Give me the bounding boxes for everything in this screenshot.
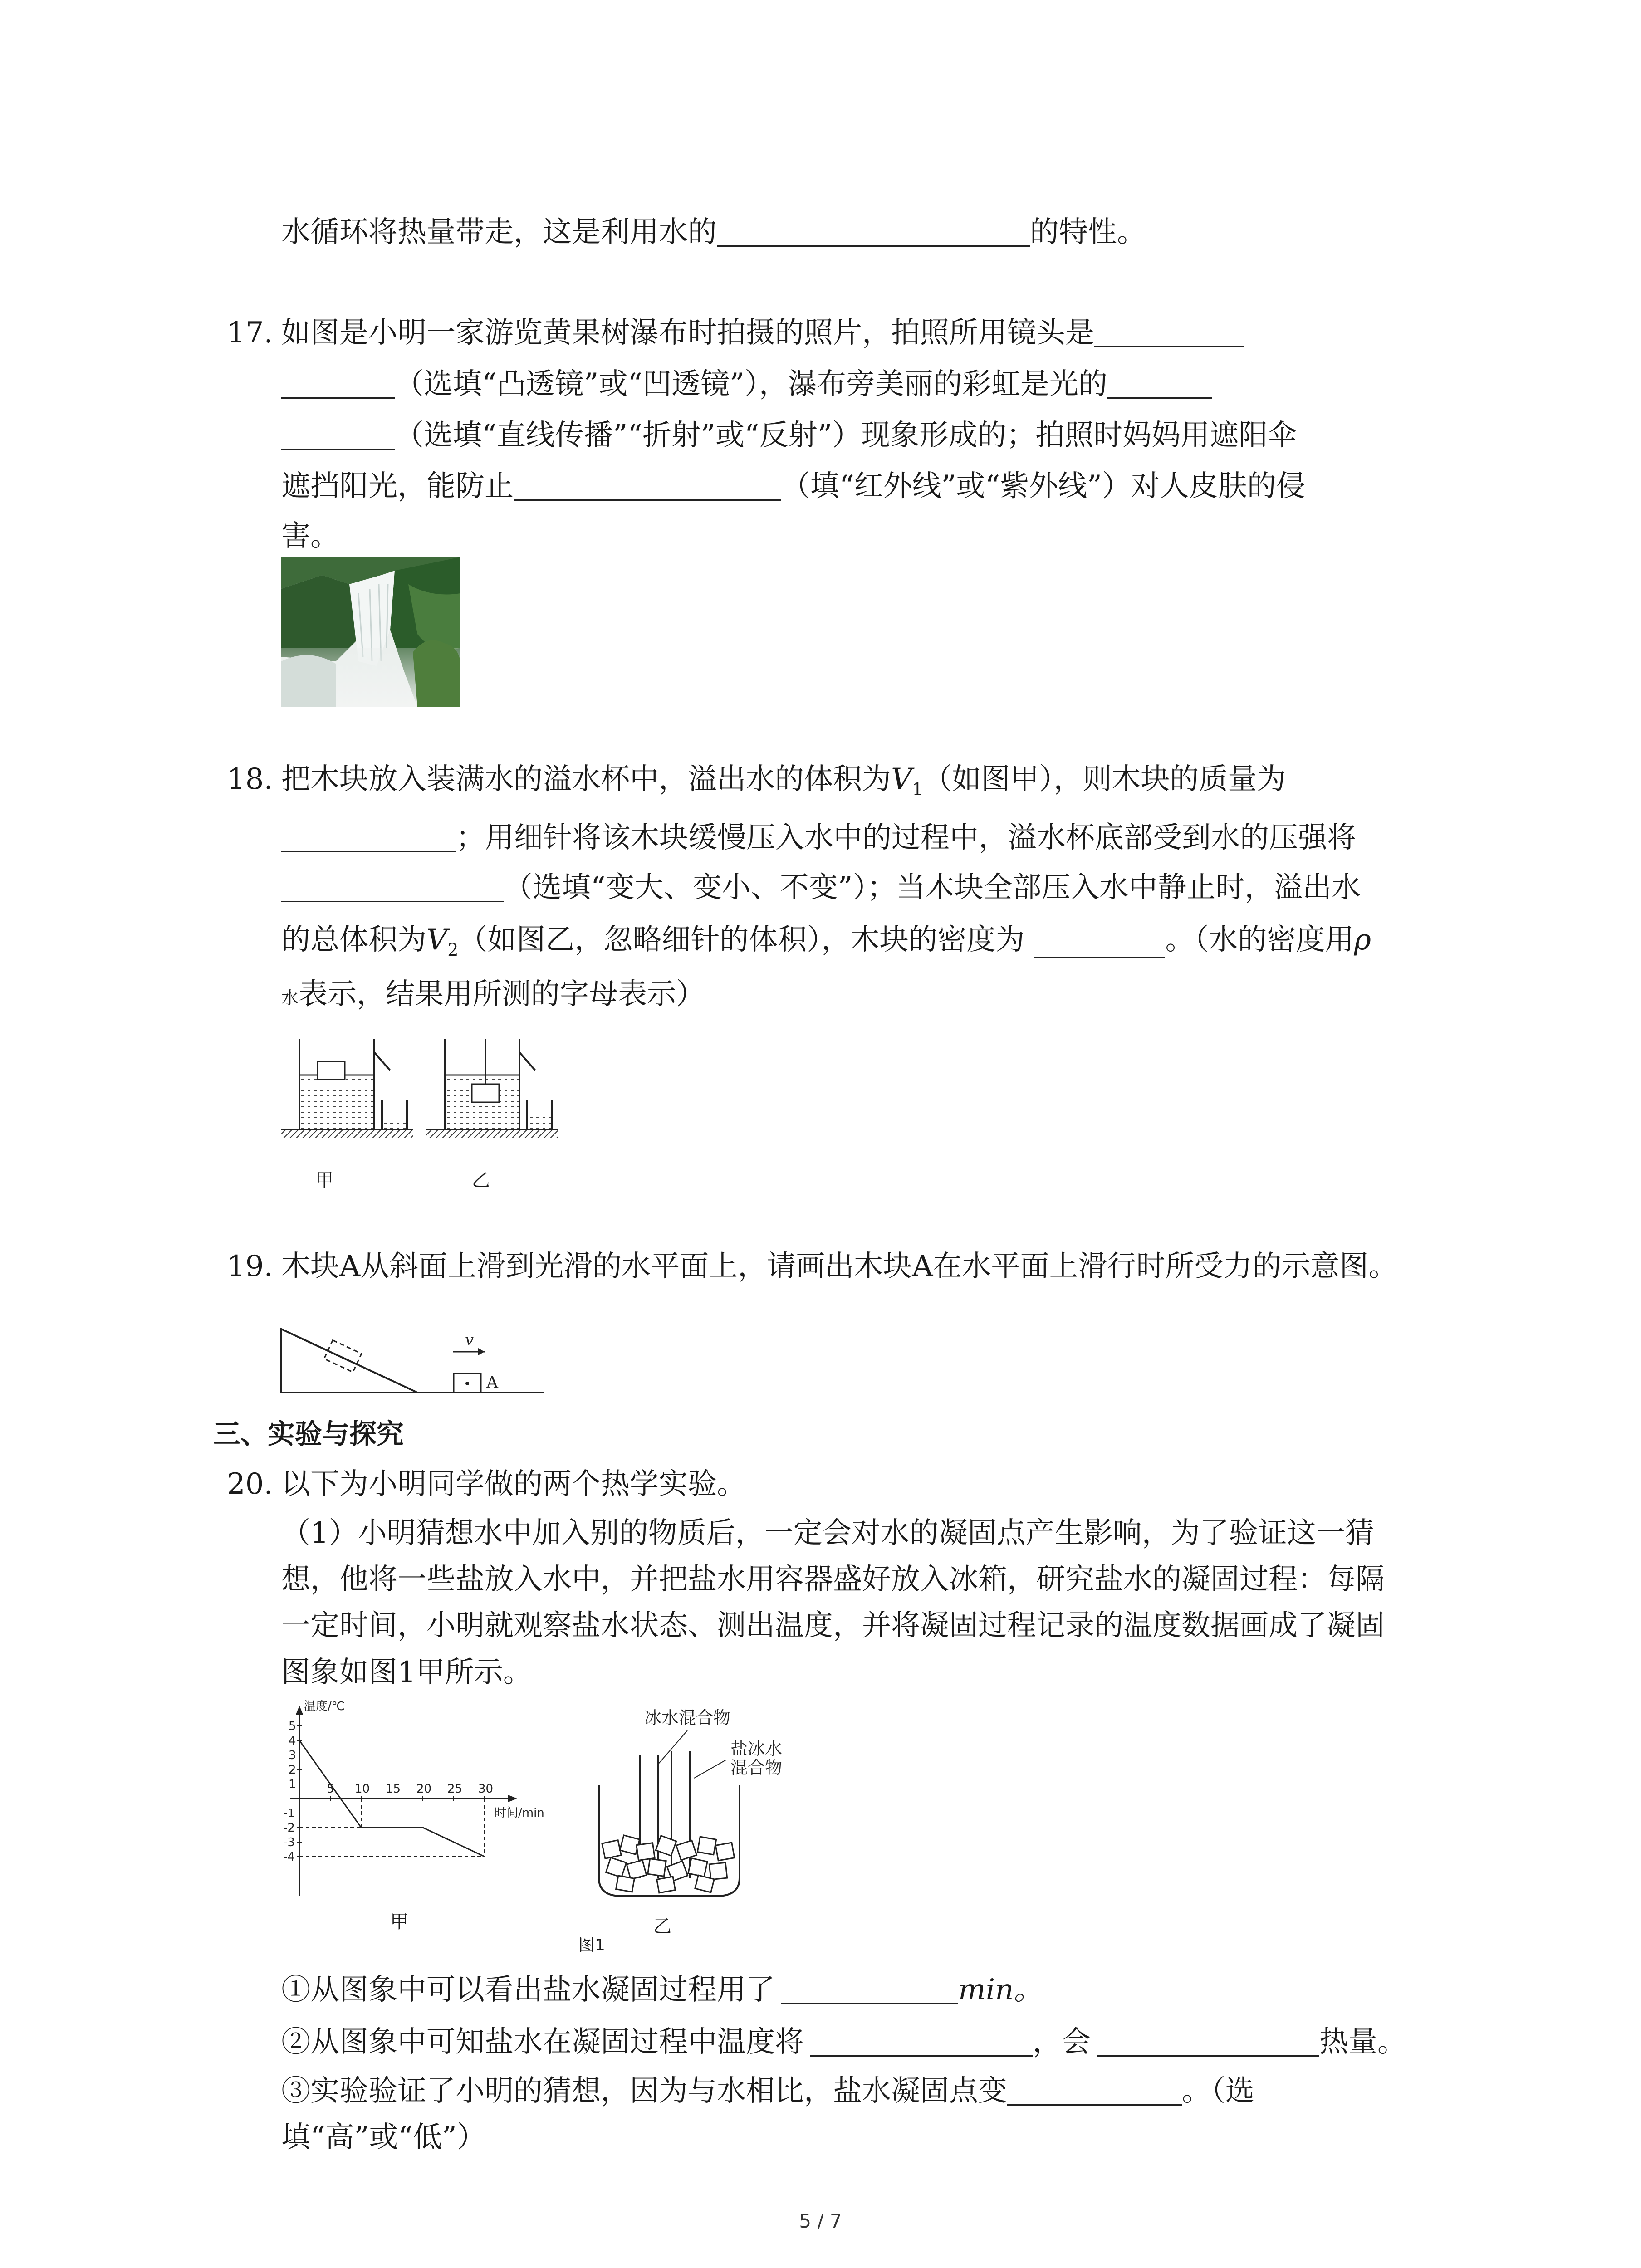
x-tick-15: 15 (386, 1782, 401, 1796)
q17-blank-lens-cont[interactable] (281, 371, 395, 399)
q17-text-4a: 遮挡阳光，能防止 (281, 469, 514, 503)
y-tick-1: 1 (289, 1778, 296, 1791)
q18-text-5: 表示，结果用所测的字母表示） (299, 978, 705, 1011)
q17-blank-rainbow-cont[interactable] (281, 422, 395, 450)
beaker-caption-yi: 乙 (653, 1916, 671, 1937)
graph-y-label: 温度/℃ (304, 1700, 345, 1713)
q17-text-4b: （填“红外线”或“紫外线”）对人皮肤的侵 (781, 469, 1305, 503)
q19-text: 木块A从斜面上滑到光滑的水平面上，请画出木块A在水平面上滑行时所受力的示意图。 (281, 1250, 1398, 1283)
section-title: 三、实验与探究 (213, 1418, 404, 1450)
x-tick-10: 10 (355, 1782, 370, 1796)
x-tick-5: 5 (327, 1782, 334, 1796)
q17-text-1: 如图是小明一家游览黄果树瀑布时拍摄的照片，拍照所用镜头是 (281, 316, 1094, 350)
cup-yi (426, 1039, 558, 1138)
velocity-label: v (465, 1331, 474, 1349)
q20-sub-3-text-b: 。（选 (1182, 2074, 1254, 2108)
q17-blank-lens[interactable] (1094, 320, 1244, 347)
graph-x-label: 时间/min (495, 1806, 544, 1820)
q20-number: 20. (227, 1467, 273, 1501)
q18-line-5 (281, 980, 705, 1009)
q18-v2-sub: 2 (447, 939, 459, 960)
q16-line (281, 215, 1146, 249)
q20-blank-duration[interactable] (781, 1977, 958, 2004)
label-ice-water: 冰水混合物 (644, 1708, 731, 1728)
q20-intro: 以下为小明同学做的两个热学实验。 (281, 1467, 746, 1501)
x-tick-20: 20 (416, 1782, 432, 1796)
q17-line-1 (281, 316, 1244, 350)
q20-sub-2 (281, 2025, 1406, 2059)
fig-caption-jia: 甲 (315, 1170, 333, 1191)
q20-para-1: （1）小明猜想水中加入别的物质后，一定会对水的凝固点产生影响，为了验证这一猜 (281, 1516, 1374, 1550)
y-tick-3: 3 (289, 1749, 296, 1762)
q18-rho: ρ (1354, 923, 1372, 957)
q20-sub-1-unit: min。 (958, 1973, 1043, 2007)
beaker-figure (590, 1706, 826, 1905)
q18-line-3 (281, 873, 1361, 902)
cup-jia (281, 1039, 413, 1138)
overflow-cup-figure (281, 1039, 563, 1152)
q20-para-3: 一定时间，小明就观察盐水状态、测出温度，并将凝固过程记录的温度数据画成了凝固 (281, 1609, 1385, 1642)
q18-v1-sub: 1 (912, 779, 923, 799)
block-label: A (486, 1374, 498, 1392)
y-tick-m1: -1 (283, 1807, 295, 1820)
cooling-graph (272, 1696, 590, 1910)
q20-para-4: 图象如图1甲所示。 (281, 1656, 532, 1689)
q20-para-2: 想，他将一些盐放入水中，并把盐水用容器盛好放入冰箱，研究盐水的凝固过程：每隔 (281, 1563, 1385, 1596)
q19-number: 19. (227, 1250, 273, 1283)
page-number: 5 / 7 (799, 2210, 842, 2232)
q18-text-4a: 的总体积为 (281, 923, 426, 957)
q18-line-4 (281, 925, 1371, 958)
y-tick-m4: -4 (283, 1850, 295, 1864)
x-tick-25: 25 (447, 1782, 463, 1796)
q20-sub-3-cont: 填“高”或“低”） (281, 2121, 486, 2154)
q17-blank-rainbow[interactable] (1107, 371, 1212, 399)
q16-text-b: 的特性。 (1030, 215, 1146, 249)
incline-figure (281, 1325, 554, 1402)
figure-1-caption: 图1 (578, 1936, 605, 1955)
q18-blank-density[interactable] (1034, 931, 1165, 958)
y-tick-4: 4 (289, 1734, 296, 1748)
q20-sub-3 (281, 2074, 1254, 2108)
q18-line-2 (281, 821, 1356, 855)
q18-blank-pressure[interactable] (281, 875, 504, 902)
q17-line-4 (281, 469, 1305, 503)
q20-sub-3-text: ③实验验证了小明的猜想，因为与水相比，盐水凝固点变 (281, 2074, 1007, 2108)
q18-blank-mass[interactable] (281, 825, 456, 852)
graph-caption-jia: 甲 (390, 1911, 408, 1932)
q17-text-2: （选填“凸透镜”或“凹透镜”），瀑布旁美丽的彩虹是光的 (395, 367, 1107, 401)
x-tick-30: 30 (478, 1782, 494, 1796)
q20-blank-freeze-point[interactable] (1007, 2078, 1182, 2106)
q18-line-1 (281, 765, 1286, 798)
q18-text-1b: （如图甲），则木块的质量为 (923, 763, 1286, 796)
q20-blank-heat[interactable] (1097, 2029, 1319, 2057)
y-tick-m2: -2 (283, 1821, 295, 1835)
y-tick-m3: -3 (283, 1836, 295, 1849)
q20-blank-temp[interactable] (810, 2029, 1033, 2057)
q17-line-5: 害。 (281, 519, 339, 553)
q16-text-a: 水循环将热量带走，这是利用水的 (281, 215, 717, 249)
y-tick-5: 5 (289, 1720, 296, 1733)
q20-sub-1 (281, 1973, 1043, 2007)
q20-sub-2-text-b: ，会 (1033, 2025, 1091, 2059)
q18-v2: V (426, 923, 448, 957)
y-tick-2: 2 (289, 1763, 296, 1777)
q18-text-1a: 把木块放入装满水的溢水杯中，溢出水的体积为 (281, 763, 891, 796)
q16-answer-blank[interactable] (717, 219, 1030, 247)
q18-text-2: ；用细针将该木块缓慢压入水中的过程中，溢水杯底部受到水的压强将 (456, 821, 1356, 855)
q17-text-3: （选填“直线传播”“折射”或“反射”）现象形成的；拍照时妈妈用遮阳伞 (395, 419, 1297, 452)
q18-water-sub: 水 (281, 988, 299, 1008)
q17-line-3 (281, 421, 1297, 450)
q20-sub-2-text: ②从图象中可知盐水在凝固过程中温度将 (281, 2025, 804, 2059)
q18-text-3: （选填“变大、变小、不变”）；当木块全部压入水中静止时，溢出水 (504, 871, 1361, 904)
q17-number: 17. (227, 316, 273, 350)
q20-sub-2-text-c: 热量。 (1319, 2025, 1406, 2059)
q18-v1: V (891, 763, 912, 796)
q17-blank-ray[interactable] (514, 473, 781, 501)
fig-caption-yi: 乙 (472, 1170, 490, 1191)
q18-text-4b: （如图乙，忽略细针的体积），木块的密度为 (458, 923, 1025, 957)
q20-sub-1-text: ①从图象中可以看出盐水凝固过程用了 (281, 1973, 775, 2007)
q18-number: 18. (227, 763, 273, 796)
label-salt-ice-2: 混合物 (730, 1758, 783, 1778)
q18-text-4c: 。（水的密度用 (1165, 923, 1354, 957)
waterfall-photo (281, 557, 460, 707)
label-salt-ice-1: 盐冰水 (730, 1739, 783, 1759)
q17-line-2 (281, 367, 1212, 401)
